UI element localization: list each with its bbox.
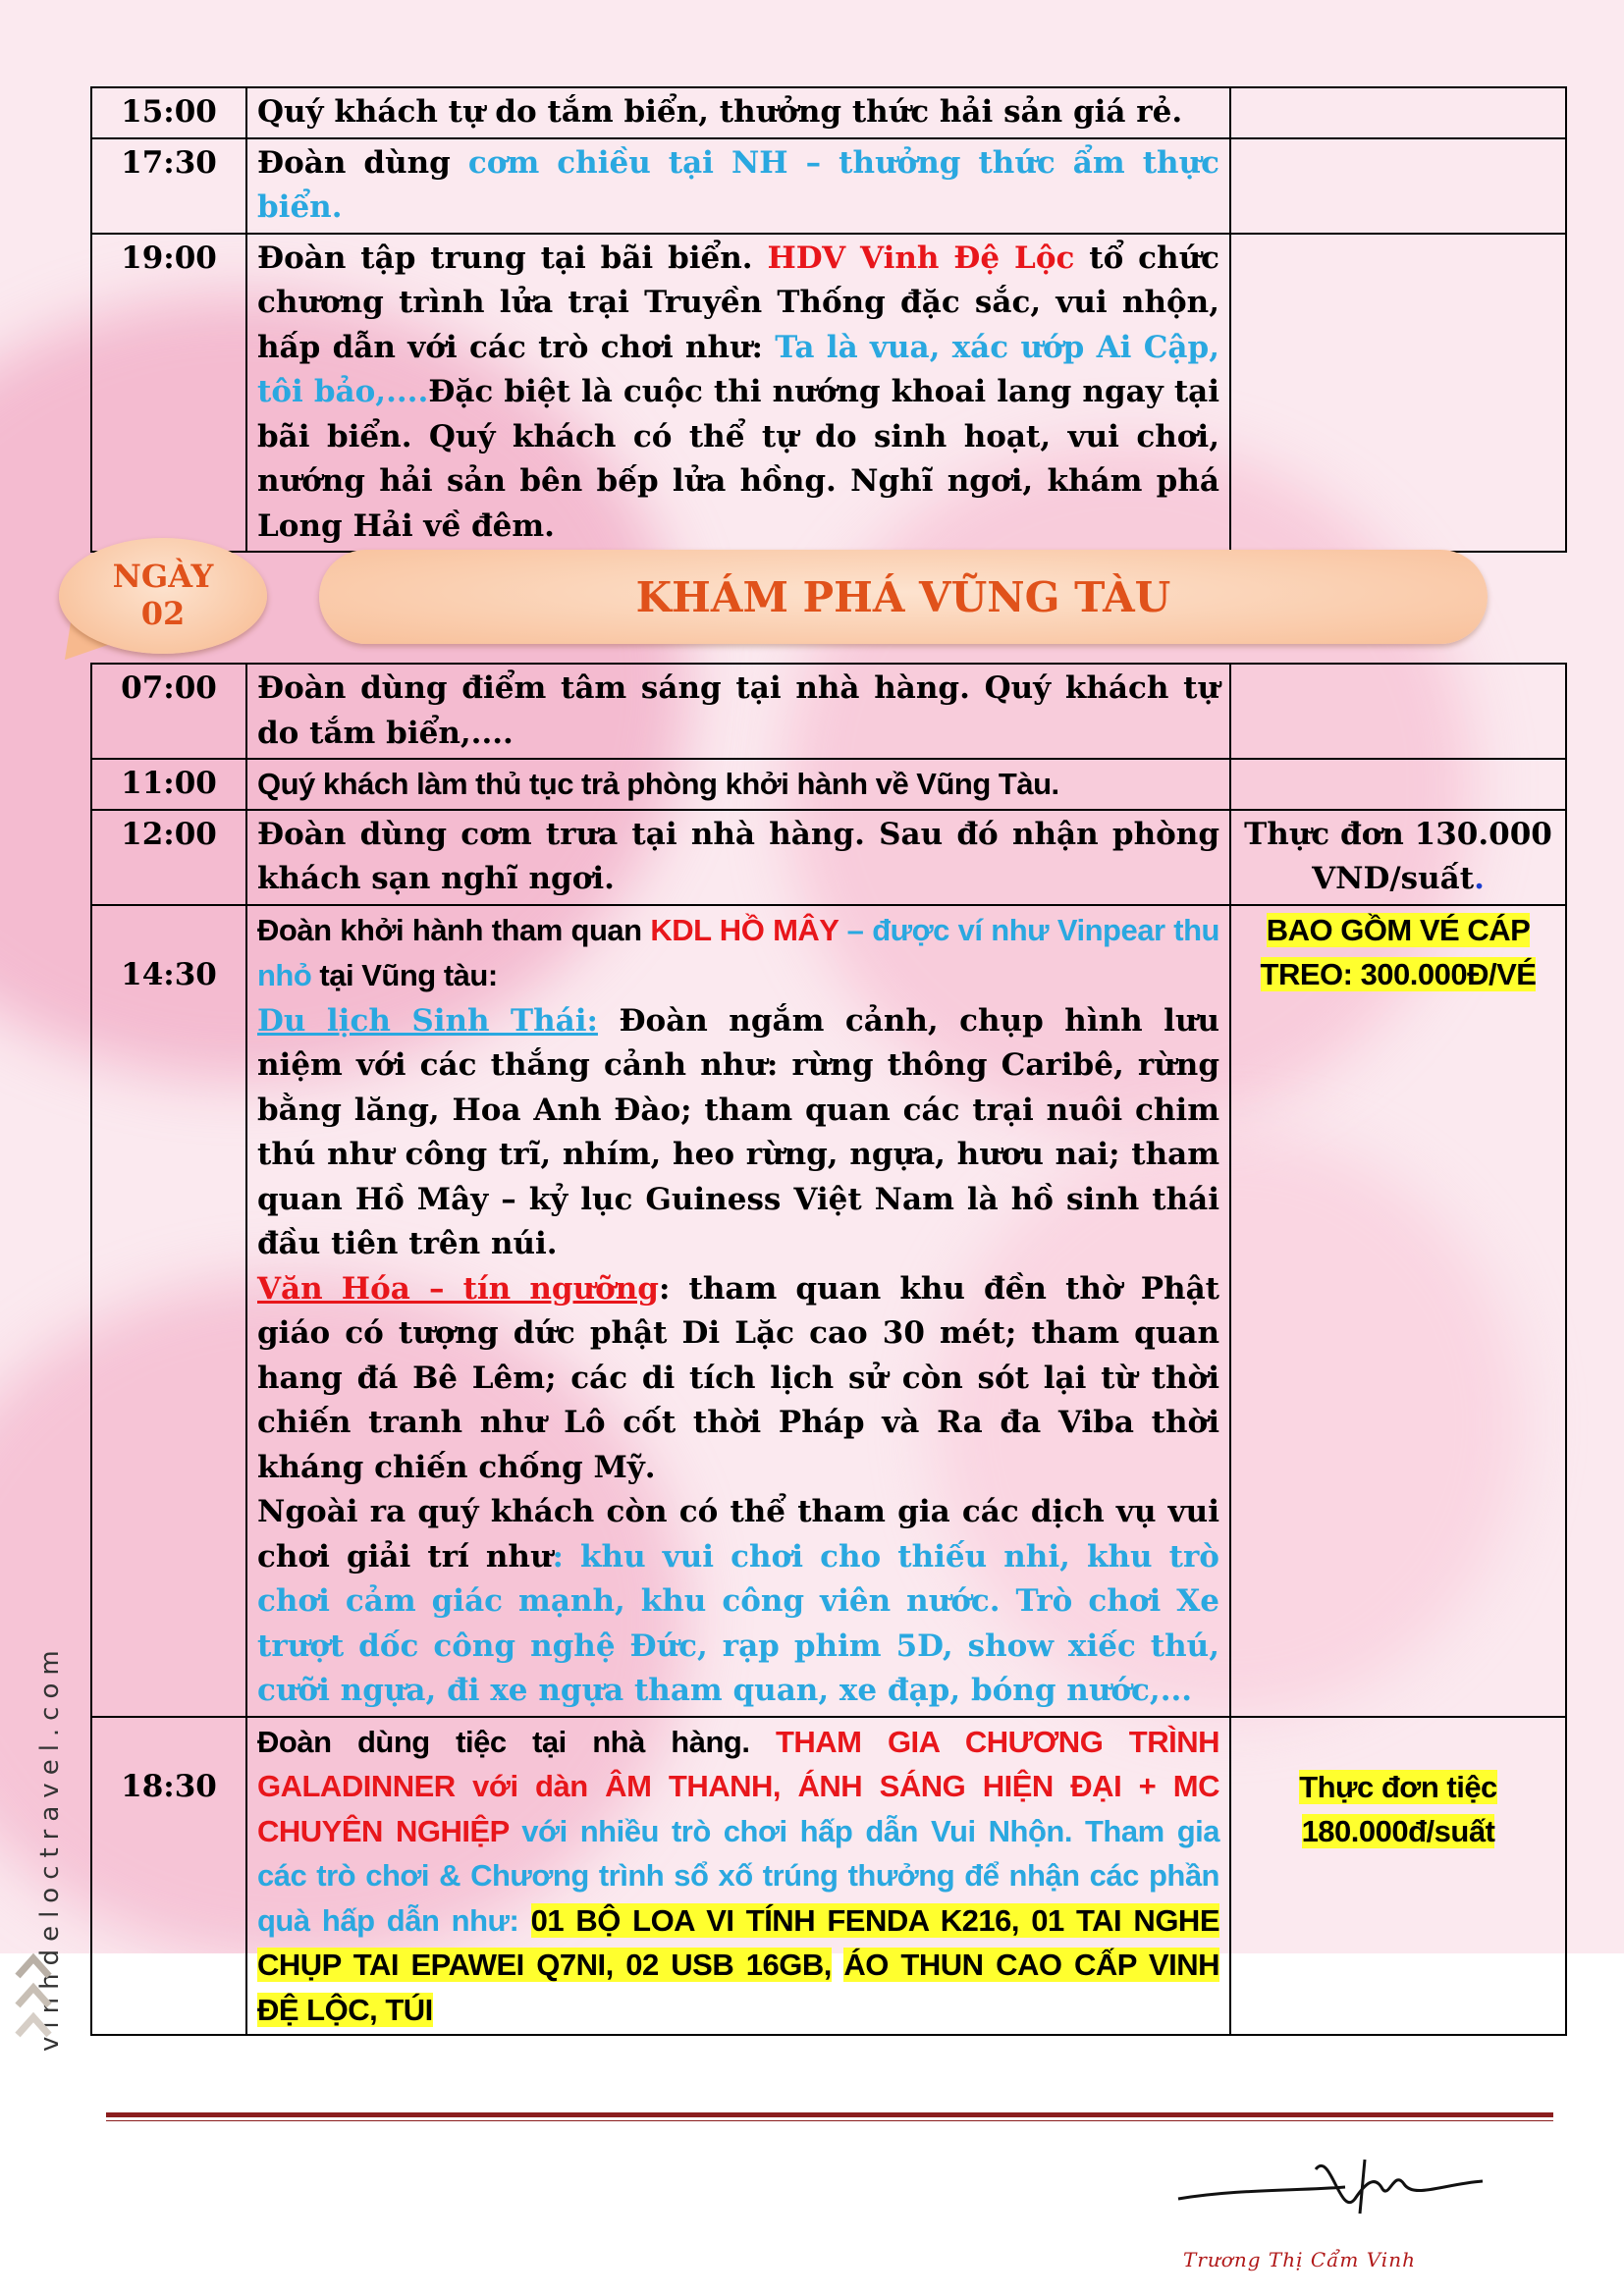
description-cell: Đoàn dùng cơm chiều tại NH – thưởng thức ẩm thực biển. — [246, 138, 1230, 234]
day-title: KHÁM PHÁ VŨNG TÀU — [319, 550, 1488, 644]
table-row — [91, 1717, 1566, 2036]
signature-name: Trương Thị Cẩm Vinh — [1183, 2248, 1416, 2271]
table-row — [91, 138, 1566, 234]
description-cell: Đoàn dùng tiệc tại nhà hàng. THAM GIA CHƯƠNG TRÌNH GALADINNER với dàn ÂM THANH, ÁNH SÁNG HIỆN ĐẠI + MC CHUYÊN NGHIỆP với nhiều trò chơi hấp dẫn Vui Nhộn. Tham gia các trò chơi & Chương trình sổ xố trúng thưởng để nhận các phần quà hấp dẫn như: 01 BỘ LOA VI TÍNH FENDA K216, 01 TAI NGHE CHỤP TAI EPAWEI Q7NI, 02 USB 16GB, ÁO THUN CAO CẤP VINH ĐỆ LỘC, TÚI — [246, 1717, 1230, 2036]
table-row — [91, 87, 1566, 138]
time-cell: 07:00 — [91, 664, 246, 759]
note-cell — [1230, 87, 1566, 138]
note-cell — [1230, 138, 1566, 234]
table-row — [91, 234, 1566, 553]
website-watermark: vinhdeloctravel.com — [35, 1642, 65, 2052]
footer-rule — [106, 2112, 1553, 2117]
table-row — [91, 664, 1566, 759]
signature-mark — [1159, 2130, 1542, 2248]
note-cell — [1230, 234, 1566, 553]
description-cell: Đoàn khởi hành tham quan KDL HỒ MÂY – được ví như Vinpear thu nhỏ tại Vũng tàu: Du lịch Sinh Thái: Đoàn ngắm cảnh, chụp hình lưu niệm với các thắng cảnh như: rừng thông Caribê, rừng bằng lăng, Hoa Anh Đào; tham quan các trại nuôi chim thú như công trĩ, nhím, heo rừng, ngựa, hươu nai; tham quan Hồ Mây – kỷ lục Guiness Việt Nam là hồ sinh thái đầu tiên trên núi. Văn Hóa – tín ngưỡng: tham quan khu đền thờ Phật giáo có tượng dức phật Di Lặc cao 30 mét; tham quan hang đá Bê Lêm; các di tích lịch sử còn sót lại từ thời chiến tranh như Lô cốt thời Pháp và Ra đa Viba thời kháng chiến chống Mỹ. Ngoài ra quý khách còn có thể tham gia các dịch vụ vui chơi giải trí như: khu vui chơi cho thiếu nhi, khu trò chơi cảm giác mạnh, khu công viên nước. Trò chơi Xe trượt dốc công nghệ Đức, rạp phim 5D, show xiếc thú, cưỡi ngựa, đi xe ngựa tham quan, xe đạp, bóng nước,... — [246, 905, 1230, 1717]
day-badge: NGÀY 02 — [59, 538, 267, 654]
itinerary-table — [90, 86, 1567, 2036]
time-cell: 11:00 — [91, 759, 246, 810]
time-cell: 18:30 — [91, 1717, 246, 2036]
time-cell: 14:30 — [91, 905, 246, 1717]
table-row — [91, 759, 1566, 810]
description-cell: Đoàn tập trung tại bãi biển. HDV Vinh Đệ Lộc tổ chức chương trình lửa trại Truyền Thống đặc sắc, vui nhộn, hấp dẫn với các trò chơi như: Ta là vua, xác ướp Ai Cập, tôi bảo,....Đặc biệt là cuộc thi nướng khoai lang ngay tại bãi biển. Quý khách có thể tự do sinh hoạt, vui chơi, nướng hải sản bên bếp lửa hồng. Nghĩ ngơi, khám phá Long Hải về đêm. — [246, 234, 1230, 553]
description-cell: Quý khách tự do tắm biển, thưởng thức hải sản giá rẻ. — [246, 87, 1230, 138]
time-cell: 19:00 — [91, 234, 246, 553]
note-cell — [1230, 905, 1566, 1717]
description-cell: Quý khách làm thủ tục trả phòng khởi hành về Vũng Tàu. — [246, 759, 1230, 810]
note-cell: Thực đơn 130.000 VND/suất. — [1230, 810, 1566, 905]
chevron-up-icon — [14, 2007, 53, 2047]
time-cell: 15:00 — [91, 87, 246, 138]
note-cell — [1230, 759, 1566, 810]
dinner-menu-note: Thực đơn tiệc 180.000đ/suất — [1299, 1769, 1497, 1848]
table-row — [91, 810, 1566, 905]
time-cell: 17:30 — [91, 138, 246, 234]
description-cell: Đoàn dùng cơm trưa tại nhà hàng. Sau đó nhận phòng khách sạn nghĩ ngơi. — [246, 810, 1230, 905]
description-cell: Đoàn dùng điểm tâm sáng tại nhà hàng. Quý khách tự do tắm biển,.... — [246, 664, 1230, 759]
note-cell — [1230, 1717, 1566, 2036]
note-cell — [1230, 664, 1566, 759]
table-row — [91, 905, 1566, 1717]
footer-rule-thin — [106, 2120, 1553, 2121]
cable-car-note: BAO GỒM VÉ CÁP TREO: 300.000Đ/VÉ — [1260, 912, 1537, 991]
time-cell: 12:00 — [91, 810, 246, 905]
